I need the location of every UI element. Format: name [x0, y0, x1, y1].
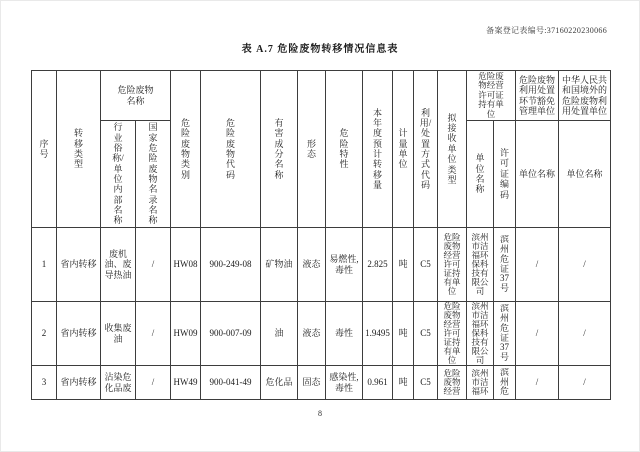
- cell-text: 液态: [302, 259, 321, 270]
- cell-text: 利用/处置方式代码: [419, 107, 432, 191]
- registration-number: 备案登记表编号:37160220230066: [486, 26, 607, 35]
- cell-license-code: [494, 302, 516, 366]
- cell-harmful-component: [261, 228, 298, 302]
- cell-text: 沾染危化品废: [104, 372, 132, 393]
- col-header-overseas-unit-name: [559, 121, 611, 228]
- cell-license-holder-name: [467, 228, 494, 302]
- header-row-groups: [32, 71, 611, 121]
- cell-text: HW09: [173, 328, 198, 339]
- cell-form: [298, 302, 326, 366]
- cell-text: /: [535, 328, 539, 339]
- cell-exempt-unit-name: [516, 302, 559, 366]
- cell-text: 单位名称: [518, 168, 555, 179]
- cell-seq: [32, 366, 57, 400]
- cell-waste-code: [201, 228, 261, 302]
- cell-waste-code: [201, 366, 261, 400]
- cell-text: C5: [420, 259, 431, 270]
- cell-overseas-unit-name: [559, 302, 611, 366]
- cell-text: 序号: [39, 138, 49, 159]
- cell-text: 危险废物经营: [443, 369, 461, 396]
- document-title: 表 A.7 危险废物转移情况信息表: [241, 44, 399, 55]
- col-header-license-code: [494, 121, 516, 228]
- cell-transfer-type: [57, 302, 101, 366]
- col-header-exempt-unit-name: [516, 121, 559, 228]
- cell-text: 固态: [302, 377, 321, 388]
- cell-annual-transfer: [363, 366, 393, 400]
- cell-text: /: [535, 259, 539, 270]
- cell-text: 行业俗称/单位内部名称: [112, 122, 124, 226]
- cell-text: 转移类型: [73, 128, 83, 170]
- cell-text: 900-249-08: [209, 259, 252, 270]
- cell-industry-alias: [101, 366, 136, 400]
- cell-text: 滨州市洁福环: [471, 369, 489, 396]
- cell-text: 危险废物类别: [180, 117, 190, 180]
- cell-transfer-type: [57, 228, 101, 302]
- cell-text: 900-007-09: [209, 328, 252, 339]
- cell-text: /: [151, 377, 155, 388]
- cell-text: 许可证编码: [499, 148, 509, 200]
- cell-license-holder-name: [467, 366, 494, 400]
- col-header-exempt-group: [516, 71, 559, 121]
- cell-disposal-code: [414, 366, 438, 400]
- cell-seq: [32, 228, 57, 302]
- cell-text: 单位名称: [475, 153, 485, 195]
- cell-receiver-type: [438, 366, 467, 400]
- cell-text: 0.961: [367, 377, 388, 388]
- cell-text: 滨州市洁福环保科技有限公司: [471, 302, 489, 365]
- cell-text: 单位名称: [566, 168, 603, 179]
- col-header-disposal-code: [414, 71, 438, 228]
- cell-text: 省内转移: [60, 328, 97, 339]
- cell-text: 计量单位: [398, 128, 408, 170]
- cell-license-code: [494, 228, 516, 302]
- cell-unit: [393, 228, 414, 302]
- cell-exempt-unit-name: [516, 366, 559, 400]
- cell-harmful-component: [261, 366, 298, 400]
- cell-waste-category: [171, 366, 201, 400]
- cell-text: 废机油、废导热油: [104, 248, 132, 280]
- cell-text: 900-041-49: [209, 377, 252, 388]
- cell-text: 危险废物代码: [225, 117, 235, 180]
- cell-license-code: [494, 366, 516, 400]
- col-header-license-holder-group: [467, 71, 516, 121]
- cell-text: 吨: [398, 377, 408, 388]
- table-row: [32, 366, 611, 400]
- cell-annual-transfer: [363, 302, 393, 366]
- col-header-unit: [393, 71, 414, 228]
- cell-text: 2.825: [367, 259, 388, 270]
- cell-text: /: [151, 259, 155, 270]
- cell-text: /: [151, 328, 155, 339]
- cell-text: 滨州危证37号: [499, 303, 509, 363]
- cell-hazard-property: [326, 366, 363, 400]
- cell-text: /: [583, 328, 586, 339]
- cell-waste-code: [201, 302, 261, 366]
- cell-text: C5: [420, 328, 431, 339]
- cell-harmful-component: [261, 302, 298, 366]
- col-header-form: [298, 71, 326, 228]
- cell-text: 1.9495: [365, 328, 390, 339]
- cell-text: 易燃性,毒性: [329, 254, 359, 275]
- cell-text: 拟接收单位类型: [447, 112, 457, 185]
- cell-waste-category: [171, 302, 201, 366]
- cell-text: 2: [41, 328, 47, 339]
- waste-transfer-table: [31, 70, 611, 400]
- page-number: 8: [318, 409, 322, 418]
- col-header-overseas-group: [559, 71, 611, 121]
- col-header-industry-alias: [101, 121, 136, 228]
- cell-overseas-unit-name: [559, 228, 611, 302]
- col-header-seq: [32, 71, 57, 228]
- cell-text: 滨州危证37号: [499, 234, 509, 294]
- cell-text: 毒性: [334, 328, 353, 339]
- cell-overseas-unit-name: [559, 366, 611, 400]
- cell-text: 危险废物利用处置环节豁免管理单位: [518, 75, 555, 116]
- cell-text: 危化品: [265, 377, 293, 388]
- cell-form: [298, 228, 326, 302]
- cell-receiver-type: [438, 302, 467, 366]
- cell-annual-transfer: [363, 228, 393, 302]
- cell-text: 危险废物名称: [117, 85, 154, 106]
- cell-national-catalog: [136, 302, 171, 366]
- cell-text: 省内转移: [60, 377, 97, 388]
- cell-industry-alias: [101, 228, 136, 302]
- cell-text: HW08: [173, 259, 198, 270]
- cell-text: /: [535, 377, 539, 388]
- col-header-receiver-type: [438, 71, 467, 228]
- col-header-annual-transfer: [363, 71, 393, 228]
- cell-seq: [32, 302, 57, 366]
- cell-national-catalog: [136, 366, 171, 400]
- cell-text: 中华人民共和国境外的危险废物利用处置单位: [561, 75, 607, 116]
- cell-industry-alias: [101, 302, 136, 366]
- cell-unit: [393, 366, 414, 400]
- cell-license-holder-name: [467, 302, 494, 366]
- cell-text: 1: [41, 259, 47, 270]
- cell-form: [298, 366, 326, 400]
- col-header-hazard-property: [326, 71, 363, 228]
- cell-hazard-property: [326, 228, 363, 302]
- cell-text: HW49: [173, 377, 198, 388]
- cell-text: 危险废物经营许可证持有单位: [443, 302, 461, 365]
- col-header-national-catalog: [136, 121, 171, 228]
- cell-text: 感染性,毒性: [329, 372, 359, 393]
- cell-text: 本年度预计转移量: [372, 107, 382, 191]
- cell-national-catalog: [136, 228, 171, 302]
- cell-text: /: [583, 377, 586, 388]
- cell-text: 吨: [398, 328, 408, 339]
- cell-exempt-unit-name: [516, 228, 559, 302]
- cell-receiver-type: [438, 228, 467, 302]
- col-header-license-holder-name: [467, 121, 494, 228]
- col-header-waste-name-group: [101, 71, 171, 121]
- cell-unit: [393, 302, 414, 366]
- cell-text: C5: [420, 377, 431, 388]
- cell-text: /: [583, 259, 586, 270]
- cell-text: 危险废物经营许可证持有单位: [478, 71, 504, 119]
- table-row: [32, 228, 611, 302]
- cell-text: 滨州危: [499, 367, 509, 397]
- cell-text: 国家危险废物名录名称: [148, 122, 158, 226]
- cell-transfer-type: [57, 366, 101, 400]
- cell-disposal-code: [414, 302, 438, 366]
- cell-text: 矿物油: [265, 259, 293, 270]
- col-header-waste-code: [201, 71, 261, 228]
- cell-text: 有害成分名称: [274, 117, 284, 180]
- col-header-harmful-component: [261, 71, 298, 228]
- cell-hazard-property: [326, 302, 363, 366]
- cell-text: 液态: [302, 328, 321, 339]
- cell-text: 危险特性: [339, 128, 349, 170]
- cell-text: 油: [274, 328, 284, 339]
- cell-waste-category: [171, 228, 201, 302]
- col-header-waste-category: [171, 71, 201, 228]
- cell-disposal-code: [414, 228, 438, 302]
- cell-text: 3: [41, 377, 47, 388]
- cell-text: 形态: [306, 138, 316, 159]
- cell-text: 省内转移: [60, 259, 97, 270]
- cell-text: 危险废物经营许可证持有单位: [443, 233, 461, 296]
- col-header-transfer-type: [57, 71, 101, 228]
- table-row: [32, 302, 611, 366]
- cell-text: 吨: [398, 259, 408, 270]
- cell-text: 收集废油: [104, 323, 132, 344]
- cell-text: 滨州市洁福环保科技有限公司: [471, 233, 489, 296]
